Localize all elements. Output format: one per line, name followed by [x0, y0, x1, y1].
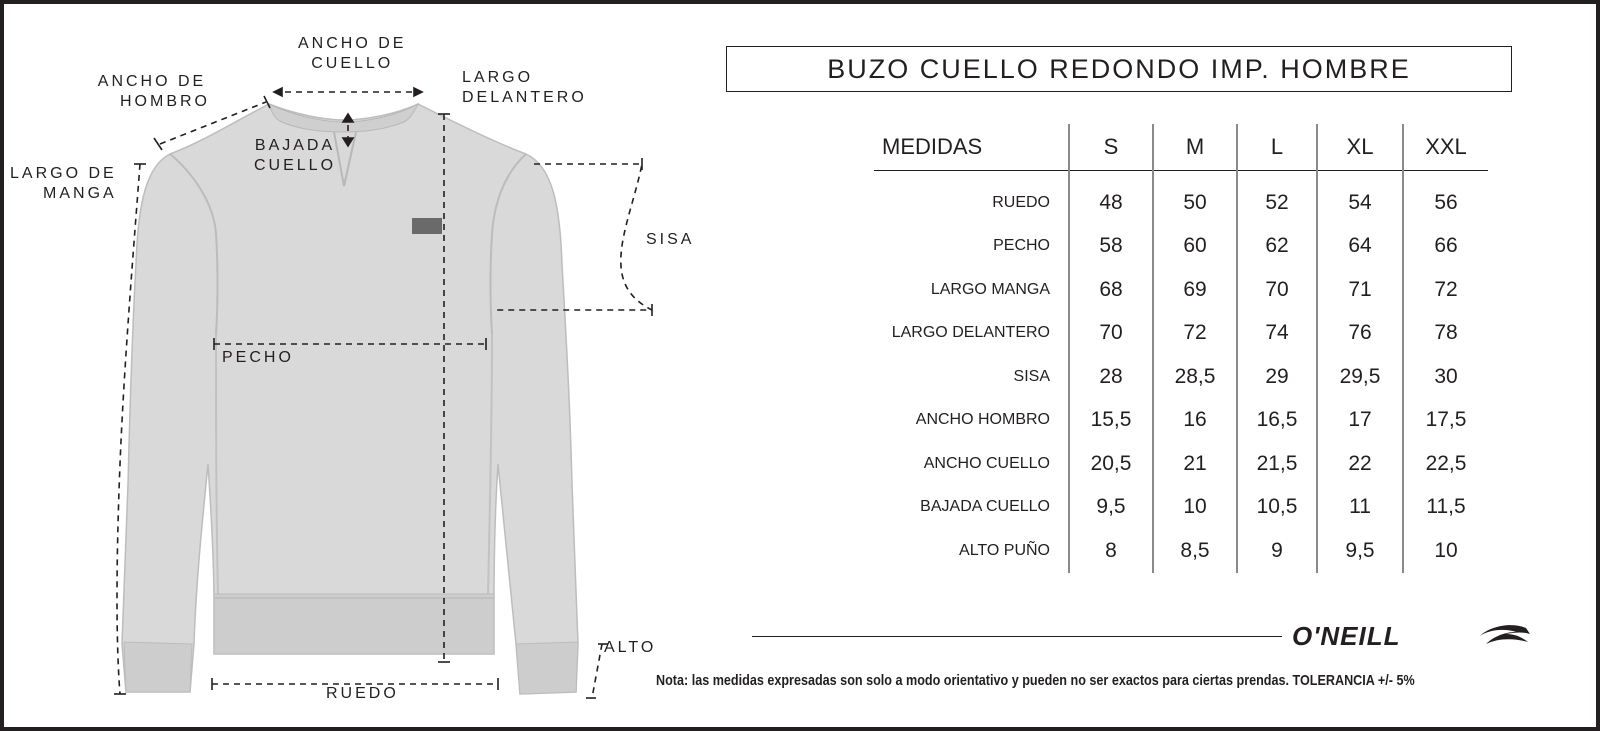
row-value: 9,5	[1317, 529, 1403, 573]
row-value: 72	[1403, 268, 1488, 312]
chart-title: BUZO CUELLO REDONDO IMP. HOMBRE	[726, 46, 1512, 92]
table-row	[874, 171, 1488, 225]
row-value: 70	[1237, 268, 1317, 312]
header-medidas: MEDIDAS	[874, 124, 1069, 171]
row-value: 10,5	[1237, 486, 1317, 530]
row-value: 60	[1153, 225, 1237, 269]
row-value: 28	[1069, 355, 1153, 399]
row-value: 69	[1153, 268, 1237, 312]
label-pecho: PECHO	[222, 349, 294, 366]
row-value: 70	[1069, 312, 1153, 356]
row-value: 9,5	[1069, 486, 1153, 530]
label-ancho-hombro-line2: HOMBRO	[120, 93, 210, 110]
row-value: 22	[1317, 442, 1403, 486]
row-value: 28,5	[1153, 355, 1237, 399]
row-value: 8	[1069, 529, 1153, 573]
label-ancho-hombro-line1: ANCHO DE	[97, 73, 207, 90]
label-largo-delantero-line2: DELANTERO	[462, 89, 587, 106]
sweatshirt-diagram	[4, 4, 724, 727]
table-row	[874, 355, 1488, 399]
header-size-xl: XL	[1317, 124, 1403, 171]
row-value: 71	[1317, 268, 1403, 312]
label-largo-manga-line2: MANGA	[43, 185, 117, 202]
label-ancho-hombro	[94, 72, 210, 112]
row-value: 64	[1317, 225, 1403, 269]
row-value: 48	[1069, 171, 1153, 225]
header-size-l: L	[1237, 124, 1317, 171]
label-ancho-cuello	[298, 34, 406, 74]
row-value: 8,5	[1153, 529, 1237, 573]
row-value: 30	[1403, 355, 1488, 399]
label-ruedo: RUEDO	[326, 685, 399, 702]
row-value: 54	[1317, 171, 1403, 225]
header-size-s: S	[1069, 124, 1153, 171]
row-value: 72	[1153, 312, 1237, 356]
row-label: BAJADA CUELLO	[920, 498, 1050, 516]
footer-divider	[752, 636, 1282, 637]
row-label: ANCHO HOMBRO	[915, 411, 1050, 429]
row-value: 17	[1317, 399, 1403, 443]
row-value: 20,5	[1069, 442, 1153, 486]
label-largo-manga	[10, 164, 117, 204]
table-row	[874, 529, 1488, 573]
oneill-wave-icon	[1476, 624, 1532, 648]
sweatshirt-illustration	[122, 104, 578, 694]
size-table-header	[874, 124, 1488, 171]
table-row	[874, 442, 1488, 486]
label-bajada-cuello	[254, 136, 336, 176]
row-value: 74	[1237, 312, 1317, 356]
size-table	[874, 124, 1488, 573]
label-largo-delantero	[462, 68, 587, 108]
label-ancho-cuello-line2: CUELLO	[311, 55, 394, 72]
row-value: 10	[1153, 486, 1237, 530]
row-value: 62	[1237, 225, 1317, 269]
label-alto: ALTO	[604, 639, 657, 656]
row-value: 56	[1403, 171, 1488, 225]
row-label: ALTO PUÑO	[959, 541, 1050, 559]
row-label: SISA	[1013, 367, 1050, 385]
brand-name: O'NEILL	[1292, 621, 1401, 651]
row-value: 22,5	[1403, 442, 1488, 486]
row-value: 10	[1403, 529, 1488, 573]
table-row	[874, 225, 1488, 269]
row-value: 66	[1403, 225, 1488, 269]
row-value: 17,5	[1403, 399, 1488, 443]
label-sisa: SISA	[646, 231, 695, 248]
row-value: 16	[1153, 399, 1237, 443]
row-value: 29	[1237, 355, 1317, 399]
row-value: 21,5	[1237, 442, 1317, 486]
label-ancho-cuello-line1: ANCHO DE	[298, 35, 407, 52]
label-bajada-cuello-line1: BAJADA	[254, 137, 336, 154]
row-value: 58	[1069, 225, 1153, 269]
row-value: 68	[1069, 268, 1153, 312]
row-value: 29,5	[1317, 355, 1403, 399]
header-size-m: M	[1153, 124, 1237, 171]
row-value: 11	[1317, 486, 1403, 530]
row-label: ANCHO CUELLO	[923, 454, 1050, 472]
table-row	[874, 268, 1488, 312]
row-value: 11,5	[1403, 486, 1488, 530]
row-value: 16,5	[1237, 399, 1317, 443]
row-value: 21	[1153, 442, 1237, 486]
row-label: PECHO	[993, 237, 1050, 255]
disclaimer-note: Nota: las medidas expresadas son solo a modo orientativo y pueden no ser exactos para ciertas prendas. TOLERANCIA +/- 5%	[656, 672, 1415, 689]
row-value: 50	[1153, 171, 1237, 225]
row-label: LARGO MANGA	[930, 280, 1050, 298]
table-row	[874, 486, 1488, 530]
table-row	[874, 312, 1488, 356]
label-bajada-cuello-line2: CUELLO	[254, 157, 337, 174]
row-value: 78	[1403, 312, 1488, 356]
row-value: 15,5	[1069, 399, 1153, 443]
label-largo-manga-line1: LARGO DE	[10, 165, 117, 182]
label-largo-delantero-line1: LARGO	[462, 69, 534, 86]
row-label: LARGO DELANTERO	[891, 324, 1050, 342]
chest-badge-icon	[412, 218, 442, 234]
table-row	[874, 399, 1488, 443]
row-label: RUEDO	[992, 193, 1050, 211]
row-value: 52	[1237, 171, 1317, 225]
row-value: 9	[1237, 529, 1317, 573]
row-value: 76	[1317, 312, 1403, 356]
header-size-xxl: XXL	[1403, 124, 1488, 171]
